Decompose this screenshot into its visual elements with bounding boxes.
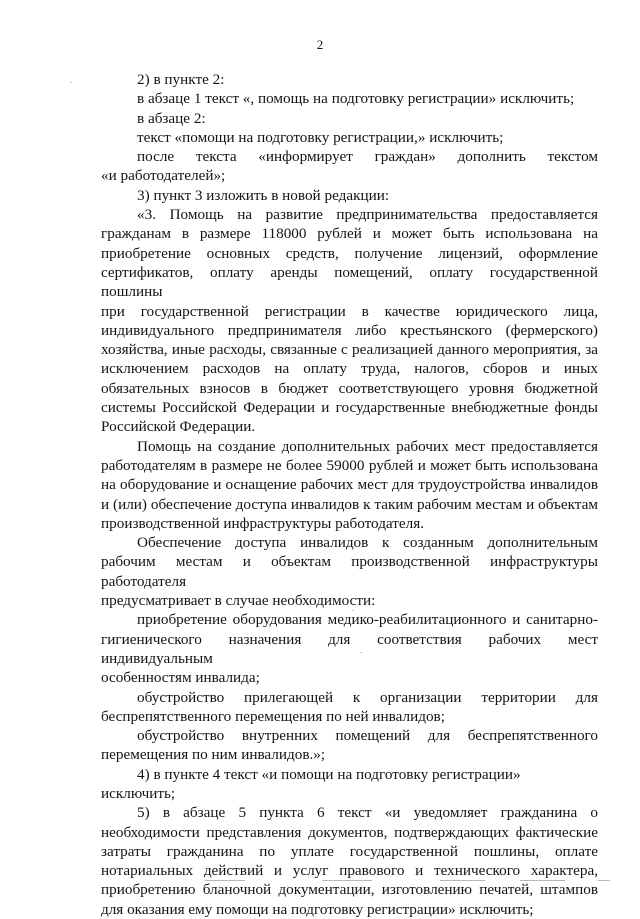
paragraph-line: перемещения по ним инвалидов.»; — [101, 746, 326, 764]
paragraph-line: обязательных взносов в бюджет соответствующего уровня бюджетной — [101, 379, 598, 397]
paragraph-equipment — [101, 610, 598, 687]
scan-mark — [440, 880, 485, 881]
scan-mark — [520, 880, 565, 881]
paragraph-line: работодателям в размере не более 59000 рублей и может быть использована — [101, 456, 598, 474]
paragraph-line: на оборудование и оснащение рабочих мест для трудоустройства инвалидов — [101, 476, 598, 494]
word: обустройство — [137, 727, 225, 745]
paragraph-line: Помощь на создание дополнительных рабочих мест предоставляется — [137, 437, 598, 455]
word: после — [137, 148, 175, 166]
paragraph-line: сертификатов, оплату аренды помещений, оплату государственной пошлины — [101, 263, 598, 301]
paragraph-line: «и работодателей»; — [101, 167, 226, 185]
paragraph-line: 5) в абзаце 5 пункта 6 текст «и уведомляет гражданина о — [137, 804, 598, 822]
paragraph-line: производственной инфраструктуры работодателя. — [101, 514, 425, 532]
paragraph-item-2-abzac-1: в абзаце 1 текст «, помощь на подготовку регистрации» исключить; — [137, 90, 575, 108]
paragraph-line: беспрепятственного перемещения по ней инвалидов; — [101, 707, 445, 725]
word: для — [575, 688, 598, 706]
scan-speck — [360, 652, 362, 653]
paragraph-line: особенностям инвалида; — [101, 669, 260, 687]
word: территории — [481, 688, 556, 706]
paragraph-line: рабочим местам и объектам производственной инфраструктуры работодателя — [101, 553, 598, 590]
scan-speck — [352, 610, 354, 611]
word: граждан» — [374, 148, 436, 166]
paragraph-item-2: 2) в пункте 2: — [137, 71, 225, 88]
word: внутренних — [241, 727, 318, 745]
word: обустройство — [137, 688, 225, 706]
paragraph-line: индивидуального предпринимателя либо крестьянского (фермерского) — [101, 321, 598, 339]
word: дополнить — [457, 148, 526, 166]
paragraph-item-3-intro: 3) пункт 3 изложить в новой редакции: — [137, 186, 390, 204]
paragraph-add-employers — [101, 147, 598, 186]
scan-mark — [205, 880, 245, 881]
scan-mark — [322, 880, 372, 881]
paragraph-line: и (или) обеспечение доступа инвалидов к таким рабочим местам и объектам — [101, 495, 598, 513]
paragraph-line: Российской Федерации. — [101, 418, 256, 436]
paragraph-line: исключением расходов на оплату труда, налогов, сборов и иных — [101, 360, 598, 378]
paragraph-item-3-new-text — [101, 205, 598, 437]
paragraph-line: приобретению бланочной документации, изготовлению печатей, штампов — [101, 881, 598, 899]
paragraph-line: нотариальных действий и услуг правового и технического характера, — [101, 862, 598, 880]
paragraph-line: гигиенического назначения для соответствия рабочих мест индивидуальным — [101, 630, 598, 667]
paragraph-line: необходимости представления документов, подтверждающих фактические — [101, 823, 598, 841]
document-body — [101, 70, 598, 919]
paragraph-access-provision — [101, 533, 598, 610]
word: к — [352, 688, 361, 706]
paragraph-line: для оказания ему помощи на подготовку регистрации» исключить; — [101, 900, 534, 918]
paragraph-line: Обеспечение доступа инвалидов к созданным дополнительным — [137, 534, 598, 552]
paragraph-line: гражданам в размере 118000 рублей и может быть использована на — [101, 225, 598, 243]
paragraph-line: системы Российской Федерации и государственные внебюджетные фонды — [101, 399, 598, 417]
word: помещений — [335, 727, 411, 745]
word: текстом — [547, 148, 598, 166]
word: для — [427, 727, 451, 745]
paragraph-item-2-abzac-2-text: текст «помощи на подготовку регистрации,» исключить; — [137, 128, 504, 146]
paragraph-line: предусматривает в случае необходимости: — [101, 592, 376, 610]
paragraph-interior — [101, 726, 598, 765]
paragraph-item-5 — [101, 803, 598, 919]
paragraph-line: приобретение оборудования медико-реабилитационного и санитарно- — [137, 611, 598, 629]
paragraph-jobs-assistance — [101, 437, 598, 533]
paragraph-item-4: 4) в пункте 4 текст «и помощи на подготовку регистрации» исключить; — [101, 765, 521, 802]
page-number: 2 — [316, 37, 324, 52]
word: текста — [195, 148, 237, 166]
paragraph-line: приобретение основных средств, получение лицензий, оформление — [101, 244, 598, 262]
paragraph-line: хозяйства, иные расходы, связанные с реализацией данного мероприятия, за — [101, 341, 598, 359]
word: организации — [380, 688, 462, 706]
scan-artifact-marks — [0, 880, 640, 886]
paragraph-line: «3. Помощь на развитие предпринимательства предоставляется — [137, 206, 598, 224]
scan-mark — [598, 880, 610, 881]
paragraph-line — [101, 726, 598, 745]
word: прилегающей — [244, 688, 334, 706]
word: беспрепятственного — [467, 727, 598, 745]
paragraph-line — [101, 147, 598, 166]
word: «информирует — [258, 148, 353, 166]
paragraph-line: затраты гражданина по уплате государственной пошлины, оплате — [101, 842, 598, 860]
paragraph-territory — [101, 688, 598, 727]
paragraph-line — [101, 688, 598, 707]
scan-speck — [70, 82, 72, 83]
paragraph-line: при государственной регистрации в качестве юридического лица, — [101, 302, 598, 320]
paragraph-item-2-abzac-2-heading: в абзаце 2: — [137, 109, 206, 127]
